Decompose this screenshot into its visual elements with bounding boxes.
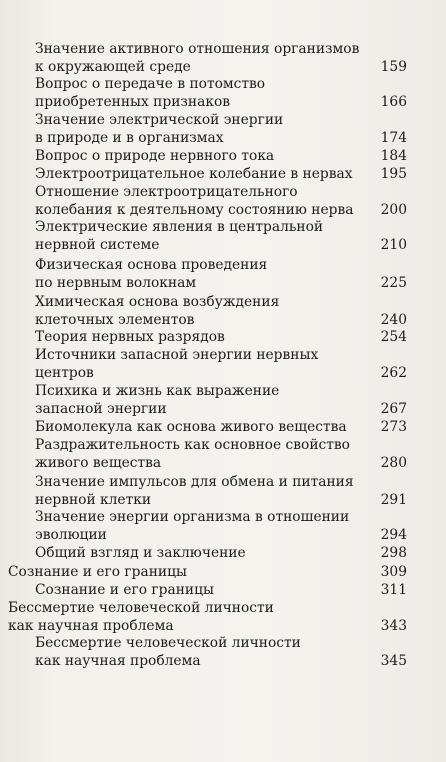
toc-entry: [35, 111, 407, 147]
toc-entry-text: по нервным волокнам: [35, 275, 197, 291]
toc-page-number: 254: [380, 329, 407, 345]
toc-entry-text: Значение электрической энергии: [35, 112, 284, 128]
toc-entry-text: в природе и в организмах: [35, 130, 224, 146]
toc-entry: [35, 634, 407, 670]
toc-entry-text: Теория нервных разрядов: [35, 329, 225, 345]
toc-page-number: 210: [380, 237, 407, 253]
toc-entry: [35, 147, 407, 165]
toc-entry: [35, 418, 407, 436]
toc-page-number: 345: [380, 653, 407, 669]
toc-entry: [35, 544, 407, 562]
toc-entry-text: нервной клетки: [35, 492, 152, 508]
toc-entry: [35, 40, 407, 76]
toc-page-number: 225: [380, 275, 407, 291]
toc-entry-text: Электроотрицательное колебание в нервах: [35, 166, 353, 182]
toc-entry: [35, 293, 407, 329]
toc-entry-text: Психика и жизнь как выражение: [35, 383, 280, 399]
toc-entry-text: нервной системе: [35, 237, 160, 253]
toc-page-number: 311: [380, 582, 407, 598]
toc-entry-text: Биомолекула как основа живого вещества: [35, 419, 347, 435]
toc-entry: [35, 75, 407, 111]
toc-page-number: 280: [380, 455, 407, 471]
toc-entry: [35, 346, 407, 382]
toc-entry: [35, 382, 407, 418]
toc-entry-text: Химическая основа возбуждения: [35, 294, 280, 310]
toc-page-number: 262: [380, 365, 407, 381]
toc-page-number: 298: [380, 545, 407, 561]
toc-entry-text: Раздражительность как основное свойство: [35, 437, 350, 453]
toc-entry-text: Вопрос о природе нервного тока: [35, 148, 275, 164]
toc-entry-text: Сознание и его границы: [8, 564, 187, 580]
toc-page-number: 184: [380, 148, 407, 164]
toc-entry-text: Вопрос о передаче в потомство: [35, 76, 266, 92]
toc-entry: [35, 183, 407, 219]
toc-entry-text: Отношение электроотрицательного: [35, 184, 298, 200]
toc-entry-text: Сознание и его границы: [35, 582, 214, 598]
toc-entry-text: Значение энергии организма в отношении: [35, 509, 350, 525]
toc-entry-text: клеточных элементов: [35, 312, 195, 328]
toc-entry: [35, 581, 407, 599]
toc-entry-text: Электрические явления в центральной: [35, 219, 324, 235]
toc-page-number: 166: [380, 94, 407, 110]
toc-entry-text: Значение импульсов для обмена и питания: [35, 474, 354, 490]
toc-page-number: 294: [380, 527, 407, 543]
toc-page-number: 159: [380, 59, 407, 75]
toc-page-number: 267: [380, 401, 407, 417]
toc-entry-text: как научная проблема: [35, 653, 201, 669]
toc-entry-text: Физическая основа проведения: [35, 257, 268, 273]
toc-page-number: 343: [380, 618, 407, 634]
toc-page-number: 195: [380, 166, 407, 182]
toc-entry: [35, 328, 407, 346]
toc-entry-text: живого вещества: [35, 455, 162, 471]
toc-entry-text: колебания к деятельному состоянию нерва: [35, 202, 354, 218]
toc-entry-text: как научная проблема: [8, 618, 174, 634]
toc-section-entry: [8, 599, 407, 635]
toc-entry-text: к окружающей среде: [35, 59, 191, 75]
toc-entry-text: запасной энергии: [35, 401, 167, 417]
toc-page-number: 200: [380, 202, 407, 218]
toc-entry-text: Источники запасной энергии нервных: [35, 347, 319, 363]
toc-page-number: 309: [380, 564, 407, 580]
toc-entry-text: Бессмертие человеческой личности: [35, 635, 301, 651]
toc-page-number: 273: [380, 419, 407, 435]
toc-entry: [35, 436, 407, 472]
toc-entry-text: Значение активного отношения организмов: [35, 41, 360, 57]
toc-entry-text: Бессмертие человеческой личности: [8, 600, 274, 616]
toc-entry-text: эволюции: [35, 527, 107, 543]
toc-page-number: 174: [380, 130, 407, 146]
toc-page-number: 291: [380, 492, 407, 508]
toc-entry: [35, 508, 407, 544]
toc-entry: [35, 256, 407, 292]
toc-page-number: 240: [380, 312, 407, 328]
toc-entry-text: центров: [35, 365, 94, 381]
toc-entry: [35, 218, 407, 254]
toc-entry-text: Общий взгляд и заключение: [35, 545, 246, 561]
toc-entry: [35, 473, 407, 509]
toc-section-entry: [8, 563, 407, 581]
toc-entry-text: приобретенных признаков: [35, 94, 231, 110]
toc-entry: [35, 165, 407, 183]
